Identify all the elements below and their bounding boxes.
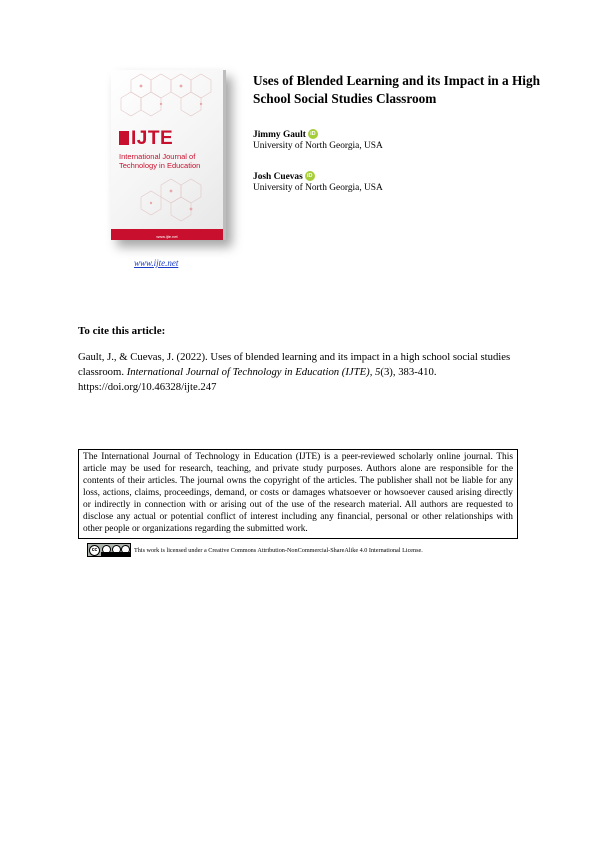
- cover-logo: IJTE: [119, 128, 173, 150]
- journal-notice-box: The International Journal of Technology in Education (IJTE) is a peer-reviewed scholarly online journal. This article may be used for research, teaching, and private study purposes. Authors alone are responsible for the contents of their articles. The journal owns the copyright of the articles. The publisher shall not be liable for any loss, actions, claims, proceedings, demand, or costs or damages whatsoever or howsoever caused arising directly or indirectly in connection with or arising out of the use of the research material. All authors are requested to disclose any actual or potential conflict of interest including any financial, personal or other relationships with other people or organizations regarding the submitted work.: [78, 449, 518, 539]
- orcid-icon[interactable]: iD: [305, 171, 315, 181]
- badge-bottom-bar: [101, 552, 131, 557]
- cover-footer-band: [111, 229, 223, 240]
- logo-bar-shape: [119, 131, 129, 145]
- orcid-icon[interactable]: iD: [308, 129, 318, 139]
- author-affiliation: University of North Georgia, USA: [253, 183, 383, 193]
- author-name: Jimmy Gault: [253, 130, 306, 140]
- author-affiliation: University of North Georgia, USA: [253, 141, 383, 151]
- citation-text: [78, 350, 523, 395]
- article-title: Uses of Blended Learning and its Impact in a High School Social Studies Classroom: [253, 73, 541, 106]
- author-block-1: [253, 127, 383, 152]
- author-name: Josh Cuevas: [253, 172, 303, 182]
- journal-website-link[interactable]: www.ijte.net: [134, 258, 179, 268]
- license-text: This work is licensed under a Creative Commons Attribution-NonCommercial-ShareAlike 4.0 International License.: [134, 547, 423, 554]
- citation-issue-doi: (3), 383-410. https://doi.org/10.46328/ijte.247: [78, 366, 437, 393]
- cover-footer-text: www.ijte.net: [156, 234, 178, 239]
- citation-heading: To cite this article:: [78, 325, 166, 337]
- citation-authors-title: Gault, J., & Cuevas, J. (2022). Uses of blended learning and its impact in a high school social studies classroom.: [78, 351, 511, 378]
- cc-circle-icon: cc: [89, 545, 100, 556]
- cover-subtitle: International Journal of Technology in Education: [119, 152, 201, 170]
- cc-by-nc-sa-icon[interactable]: [87, 543, 131, 557]
- author-block-2: [253, 169, 383, 194]
- citation-journal: International Journal of Technology in Education (IJTE), 5: [126, 366, 381, 378]
- journal-cover: [111, 70, 239, 248]
